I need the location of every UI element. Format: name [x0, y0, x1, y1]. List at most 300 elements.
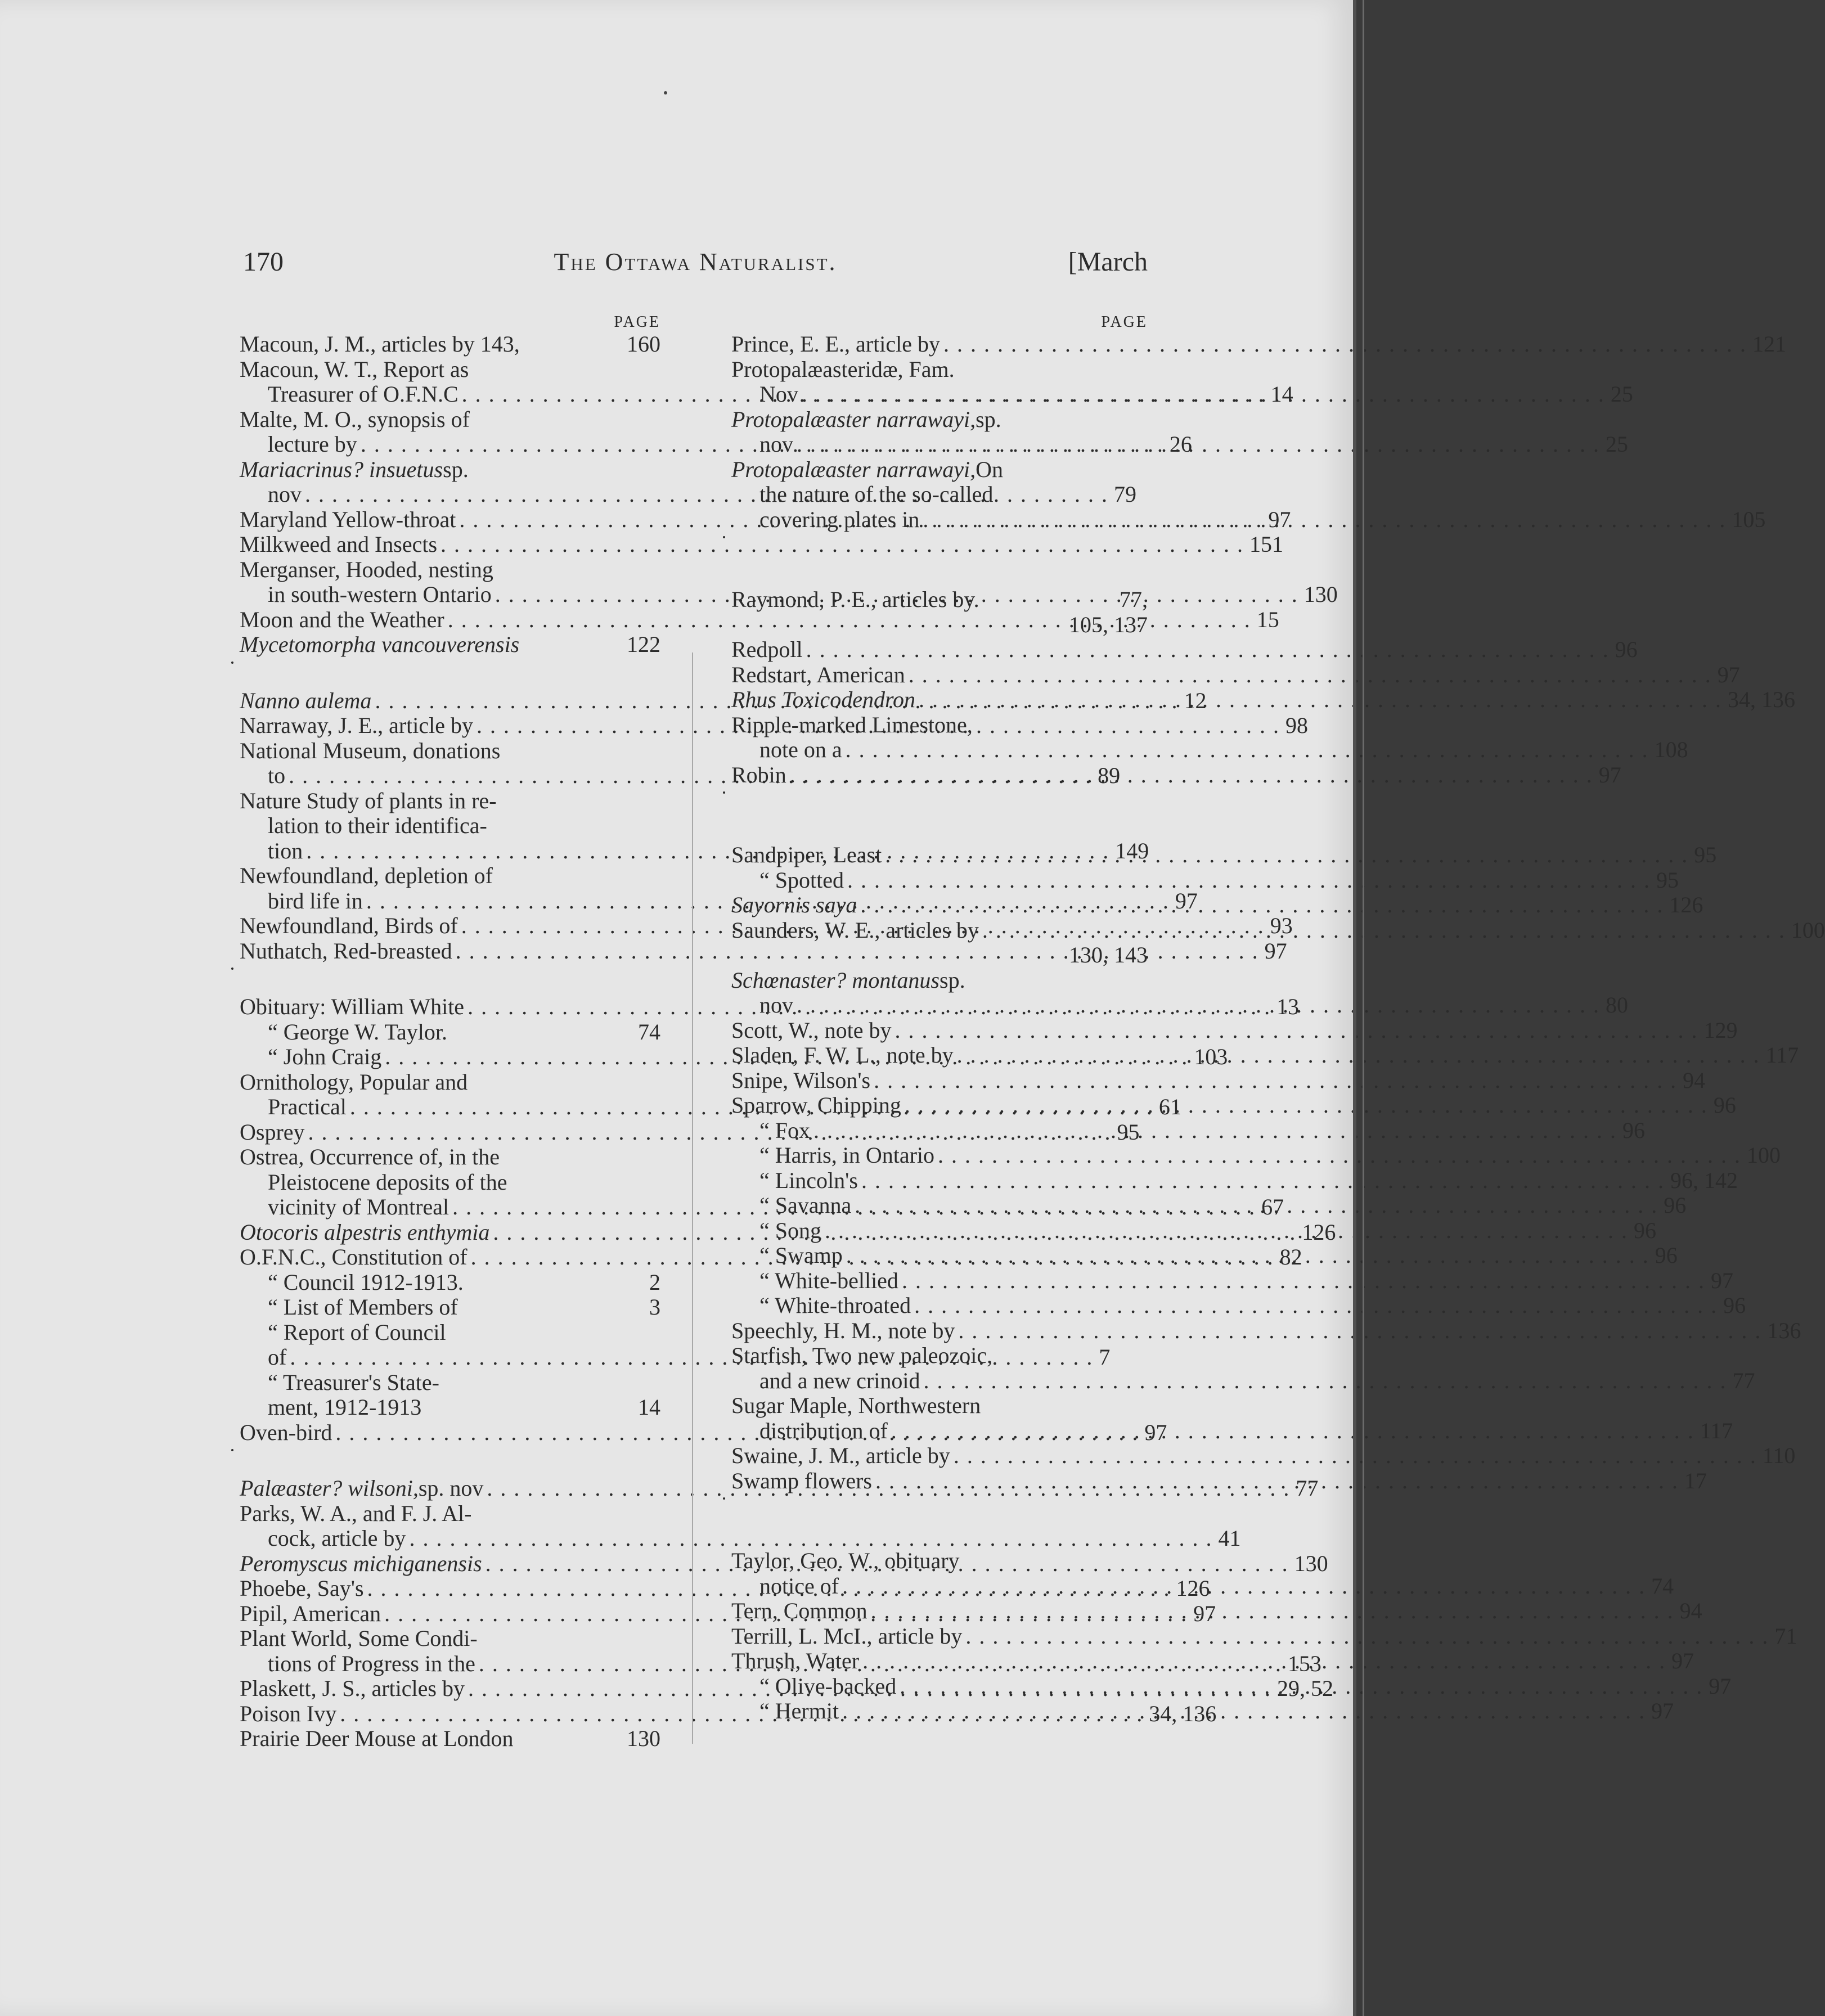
dot-leader	[851, 1193, 1658, 1218]
entry-text: of	[268, 1344, 287, 1370]
page-ref: 71	[1774, 1623, 1797, 1649]
entry-text: Otocoris alpestris enthymia	[240, 1219, 490, 1245]
entry-line	[240, 407, 660, 433]
entry-text: Prairie Deer Mouse at London	[240, 1726, 514, 1751]
entry-text-roman: On	[976, 456, 1003, 482]
entry-text: covering plates in	[759, 506, 920, 532]
entry-line	[731, 1267, 1733, 1294]
entry-text: Swamp flowers	[731, 1468, 872, 1493]
page-ref: 77,	[1120, 587, 1148, 612]
index-entry	[731, 867, 1679, 893]
dot-leader	[842, 737, 1649, 763]
page-ref: 80	[1606, 992, 1628, 1018]
page-column-label: PAGE	[1101, 313, 1148, 331]
page-ref: 34, 136	[1149, 1700, 1217, 1726]
entry-text: Protopalæaster narrawayi,	[731, 406, 976, 432]
entry-text: “ Lincoln's	[759, 1167, 858, 1193]
entry-text: Narraway, J. E., article by	[240, 713, 473, 738]
dot-leader	[934, 1143, 1741, 1168]
index-entry	[731, 1142, 1781, 1168]
entry-line	[731, 1443, 1796, 1469]
entry-text: “ Savanna	[759, 1192, 852, 1218]
page-ref: 3	[649, 1294, 660, 1320]
entry-text-roman: sp.	[443, 456, 469, 482]
entry-line	[731, 1067, 1706, 1094]
entry-text: National Museum, donations	[240, 737, 501, 763]
entry-text: notice of	[759, 1573, 839, 1599]
entry-line	[731, 637, 1638, 663]
entry-text: Schœnaster? montanus	[731, 967, 940, 993]
entry-text: Saunders, W. E., articles by	[731, 917, 979, 943]
dot-leader	[979, 918, 1786, 943]
entry-line	[731, 1393, 1148, 1419]
entry-text: “ Swamp	[759, 1243, 843, 1268]
entry-text: “ Report of Council	[268, 1319, 446, 1345]
page-ref: 77	[1732, 1367, 1755, 1393]
entry-text: Mycetomorpha vancouverensis	[240, 632, 520, 657]
entry-text: Swaine, J. M., article by	[731, 1443, 950, 1468]
entry-text: Malte, M. O., synopsis of	[240, 406, 470, 432]
page-ref: 153	[1287, 1650, 1321, 1676]
entry-text: the nature of the so-called	[759, 482, 994, 507]
journal-title: The Ottawa Naturalist.	[554, 248, 837, 276]
page-ref: 74	[1651, 1573, 1674, 1599]
entry-text: Sladen, F. W. L., note by	[731, 1042, 954, 1068]
entry-line	[240, 1370, 660, 1396]
section-gap	[731, 788, 1148, 843]
entry-text: tion	[268, 838, 303, 863]
index-entry	[240, 1020, 660, 1045]
page-ref: 29, 52	[1276, 1676, 1333, 1701]
index-entry	[731, 1167, 1738, 1194]
entry-text: Poison Ivy	[240, 1700, 337, 1726]
entry-text-roman: sp.	[940, 967, 965, 993]
dot-leader	[898, 1268, 1705, 1294]
entry-text: Sugar Maple, Northwestern	[731, 1393, 981, 1418]
index-entry	[731, 842, 1717, 868]
page-ref: 96	[1723, 1293, 1746, 1318]
dot-leader	[843, 1243, 1649, 1268]
page-ref: 130	[1303, 582, 1338, 607]
page-ref: 126	[1302, 1219, 1336, 1245]
entry-line	[731, 968, 1148, 993]
entry-text: Phoebe, Say's	[240, 1576, 364, 1601]
dot-leader	[839, 1699, 1646, 1724]
entry-line	[731, 713, 1148, 738]
entry-line	[240, 357, 660, 382]
book-edge	[1353, 0, 1356, 2016]
entry-text: Pleistocene deposits of the	[268, 1169, 507, 1195]
entry-text: Newfoundland, Birds of	[240, 913, 458, 938]
page-ref: 96	[1655, 1243, 1678, 1268]
section-gap	[240, 658, 660, 688]
dot-leader	[857, 893, 1664, 918]
page-ref: 110	[1762, 1443, 1796, 1468]
book-edge	[1363, 0, 1364, 2016]
entry-line	[240, 1501, 660, 1527]
entry-text: Nature Study of plants in re-	[240, 788, 497, 813]
entry-text: Palæaster? wilsoni,	[240, 1475, 419, 1501]
index-entry	[240, 1726, 660, 1752]
dot-leader	[882, 843, 1688, 868]
index-entry	[731, 1017, 1738, 1043]
entry-line	[731, 1017, 1738, 1043]
index-entry	[240, 332, 660, 357]
entry-text: Mariacrinus? insuetus	[240, 456, 443, 482]
entry-text: bird life in	[268, 888, 363, 914]
entry-text: Sparrow, Chipping	[731, 1092, 901, 1118]
entry-text: Ripple-marked Limestone,	[731, 712, 973, 737]
page-ref: 108	[1654, 737, 1688, 762]
entry-text: ment, 1912-1913	[268, 1394, 422, 1420]
entry-line	[731, 1367, 1755, 1394]
entry-line	[731, 842, 1717, 868]
dot-leader	[839, 1574, 1646, 1599]
dot-leader	[919, 507, 1726, 533]
entry-line	[240, 1626, 660, 1652]
dot-leader	[915, 687, 1722, 713]
entry-text: “ White-throated	[759, 1293, 911, 1318]
entry-line	[240, 1526, 1241, 1551]
dot-leader	[962, 1624, 1769, 1649]
entry-text: Plant World, Some Condi-	[240, 1626, 478, 1651]
entry-line	[731, 613, 1148, 638]
entry-text: Prince, E. E., article by	[731, 331, 940, 357]
page-ref: 96	[1713, 1092, 1736, 1118]
index-entry	[240, 1370, 660, 1420]
index-entry	[240, 532, 1284, 557]
page-ref: 117	[1700, 1418, 1733, 1443]
index-entry	[731, 587, 1148, 637]
index-entry	[731, 1343, 1755, 1393]
entry-text: Plaskett, J. S., articles by	[240, 1676, 465, 1701]
page-ref: 95	[1694, 842, 1717, 867]
entry-line	[240, 789, 660, 814]
entry-text: Maryland Yellow-throat	[240, 506, 456, 532]
page-ref: 15	[1256, 606, 1279, 632]
page-ref: 79	[1114, 482, 1136, 507]
entry-line	[240, 532, 1284, 557]
entry-line	[731, 1142, 1781, 1168]
dot-leader	[867, 1599, 1674, 1624]
page-ref: 160	[627, 331, 660, 357]
entry-line	[240, 1145, 660, 1170]
page-ref: 97	[1651, 1698, 1674, 1724]
entry-line	[731, 737, 1688, 763]
page-ref: 67	[1261, 1194, 1284, 1220]
entry-line	[240, 863, 660, 889]
entry-text: in south-western Ontario	[268, 582, 492, 607]
entry-text: and a new crinoid	[759, 1367, 920, 1393]
page-ref: 117	[1765, 1042, 1799, 1068]
entry-text: “ John Craig	[268, 1044, 382, 1069]
entry-text: “ Hermit	[759, 1698, 839, 1724]
page-ref: 97	[1268, 506, 1291, 532]
page-ref: 25	[1606, 431, 1628, 457]
page-ref: 41	[1218, 1526, 1241, 1551]
page-ref: 94	[1679, 1598, 1702, 1623]
entry-text: cock, article by	[268, 1526, 406, 1551]
index-entry	[731, 1317, 1801, 1344]
issue-month: [March	[1068, 247, 1148, 277]
page-ref: 105, 137	[1069, 611, 1148, 637]
dot-leader	[793, 432, 1600, 457]
entry-line	[240, 1070, 660, 1095]
entry-text: “ List of Members of	[268, 1294, 458, 1320]
index-entry	[731, 1623, 1797, 1649]
page-ref: 95	[1656, 867, 1679, 893]
entry-text: Moon and the Weather	[240, 606, 444, 632]
entry-text: Taylor, Geo. W., obituary	[731, 1548, 960, 1573]
page-ref: 97	[1144, 1419, 1167, 1445]
entry-text: Nov	[759, 381, 798, 407]
index-entry	[240, 1270, 660, 1295]
entry-text: distribution of	[759, 1418, 888, 1443]
index-entry	[731, 662, 1740, 688]
page-ref: 34, 136	[1728, 687, 1796, 712]
entry-text: Ostrea, Occurrence of, in the	[240, 1144, 500, 1169]
dot-leader	[810, 1118, 1617, 1144]
page-ref: 100	[1791, 917, 1825, 943]
entry-text: Merganser, Hooded, nesting	[240, 556, 493, 582]
entry-line	[731, 331, 1786, 357]
page-ref: 12	[1184, 687, 1207, 713]
page-ref: 97	[1709, 1673, 1732, 1699]
page-ref: 74	[638, 1019, 660, 1045]
entry-line	[731, 662, 1740, 688]
entry-text: lecture by	[268, 431, 357, 457]
entry-text: Rhus Toxicodendron	[731, 687, 916, 712]
entry-text: vicinity of Montreal	[268, 1194, 449, 1220]
entry-text: note on a	[759, 737, 842, 762]
entry-text: Practical	[268, 1094, 347, 1119]
ink-speck	[664, 91, 667, 94]
entry-text: “ White-bellied	[759, 1267, 898, 1293]
page-ref: 93	[1270, 913, 1293, 938]
dot-leader	[786, 763, 1593, 788]
entry-text: Peromyscus michiganensis	[240, 1550, 482, 1576]
dot-leader	[859, 1649, 1666, 1674]
entry-line	[731, 1623, 1797, 1649]
entry-text: Redstart, American	[731, 662, 905, 687]
index-entry	[731, 331, 1786, 357]
entry-text: Treasurer of O.F.N.C	[268, 381, 459, 407]
page-ref: 89	[1098, 763, 1121, 788]
entry-text: Ornithology, Popular and	[240, 1069, 468, 1095]
index-entry	[731, 762, 1621, 788]
page-ref: 130	[1294, 1550, 1328, 1576]
entry-text: Newfoundland, depletion of	[240, 863, 493, 888]
page-ref: 97	[1193, 1600, 1216, 1626]
page-ref: 98	[1285, 713, 1308, 738]
index-entry	[240, 1500, 1241, 1551]
page-ref: 2	[649, 1269, 660, 1295]
entry-text: “ Harris, in Ontario	[759, 1142, 935, 1168]
dot-leader	[955, 1318, 1761, 1344]
index-entry	[731, 637, 1638, 663]
dot-leader	[920, 1369, 1727, 1394]
dot-leader	[896, 1674, 1703, 1699]
entry-text: Parks, W. A., and F. J. Al-	[240, 1500, 472, 1526]
entry-line	[240, 1395, 660, 1420]
page-ref: 13	[1276, 994, 1300, 1019]
entry-text: nov	[759, 431, 793, 457]
entry-line	[240, 332, 660, 357]
entry-text: Nuthatch, Red-breasted	[240, 938, 452, 964]
entry-text: Terrill, L. McI., article by	[731, 1623, 963, 1649]
entry-text: Snipe, Wilson's	[731, 1067, 871, 1093]
entry-line	[731, 867, 1679, 893]
page-ref: 97	[1598, 762, 1621, 788]
page-ref: 25	[1610, 381, 1633, 407]
page-ref: 14	[1270, 381, 1293, 407]
entry-text: Nanno aulema	[240, 687, 372, 713]
page-ref: 100	[1747, 1142, 1781, 1168]
entry-text: nov	[759, 992, 793, 1018]
entry-text: “ Treasurer's State-	[268, 1369, 439, 1395]
dot-leader	[911, 1293, 1718, 1318]
entry-text: “ George W. Taylor.	[268, 1019, 448, 1045]
index-entry	[240, 1295, 660, 1320]
entry-line	[731, 357, 1148, 382]
page-ref: 26	[1169, 431, 1192, 457]
page-ref: 61	[1158, 1094, 1181, 1119]
page-ref: 96	[1664, 1192, 1687, 1218]
dot-leader	[891, 1018, 1698, 1043]
entry-text: Obituary: William White	[240, 994, 465, 1019]
page-ref: 129	[1703, 1017, 1738, 1043]
entry-text: nov	[268, 482, 302, 507]
entry-text: Sandpiper, Least	[731, 842, 882, 867]
page-ref: 105	[1732, 506, 1766, 532]
entry-line	[240, 557, 660, 583]
entry-text: Macoun, J. M., articles by 143,	[240, 331, 520, 357]
page-column-label: PAGE	[614, 313, 660, 331]
entry-text: Osprey	[240, 1119, 305, 1145]
page-ref: 103	[1194, 1044, 1228, 1069]
entry-text: Milkweed and Insects	[240, 532, 438, 557]
dot-leader	[798, 382, 1605, 407]
entry-line	[731, 1343, 1148, 1369]
page-ref: 82	[1279, 1244, 1302, 1270]
entry-text: “ Olive-backed	[759, 1673, 897, 1699]
page-ref: 96	[1622, 1117, 1645, 1143]
entry-line	[731, 1117, 1645, 1144]
page-ref: 7	[1099, 1344, 1111, 1370]
entry-text: Pipil, American	[240, 1600, 381, 1626]
entry-text: tions of Progress in the	[268, 1650, 475, 1676]
entry-line	[731, 1293, 1746, 1318]
dot-leader	[793, 993, 1600, 1018]
page-ref: 97	[1671, 1648, 1694, 1673]
index-entry	[731, 1267, 1733, 1294]
dot-leader	[803, 637, 1610, 663]
entry-text: Oven-bird	[240, 1419, 332, 1445]
entry-line	[731, 762, 1621, 788]
page-ref: 96	[1634, 1217, 1656, 1243]
dot-leader	[844, 868, 1651, 893]
page-ref: 149	[1115, 838, 1149, 863]
page-ref: 97	[1264, 938, 1287, 964]
dot-leader	[870, 1068, 1677, 1094]
entry-text: Speechly, H. M., note by	[731, 1317, 955, 1343]
entry-line	[731, 1317, 1801, 1344]
entry-line	[240, 1320, 660, 1346]
entry-text-roman: sp.	[976, 406, 1001, 432]
entry-text: to	[268, 763, 286, 788]
entry-line	[731, 407, 1148, 433]
dot-leader	[954, 1043, 1760, 1068]
entry-text: Macoun, W. T., Report as	[240, 356, 469, 382]
index-entry	[240, 632, 660, 658]
entry-text: “ Council 1912-1913.	[268, 1269, 464, 1295]
dot-leader	[901, 1093, 1708, 1118]
page-ref: 97	[1175, 888, 1198, 914]
section-gap	[240, 964, 660, 994]
dot-leader	[858, 1168, 1665, 1194]
entry-text: Robin	[731, 762, 786, 788]
section-gap	[731, 1493, 1148, 1549]
entry-line	[240, 1295, 660, 1320]
entry-line	[731, 1167, 1738, 1194]
entry-text: O.F.N.C., Constitution of	[240, 1244, 468, 1270]
dot-leader	[905, 663, 1712, 688]
index-entry	[731, 1293, 1746, 1318]
entry-text: Tern, Common	[731, 1598, 867, 1623]
page-ref: 126	[1176, 1576, 1210, 1601]
entry-text: Starfish, Two new paleozoic,	[731, 1343, 993, 1368]
entry-text: Protopalæasteridæ, Fam.	[731, 356, 955, 382]
dot-leader	[940, 332, 1747, 357]
page-ref: 151	[1249, 532, 1284, 557]
entry-text: Sayornis saya	[731, 892, 857, 917]
entry-text: Scott, W., note by	[731, 1017, 892, 1043]
section-gap	[731, 532, 1148, 587]
entry-text: lation to their identifica-	[268, 813, 487, 838]
entry-line	[731, 1549, 1148, 1574]
page-number: 170	[243, 247, 284, 277]
entry-text: Redpoll	[731, 637, 803, 662]
dot-leader	[821, 1218, 1628, 1244]
entry-line	[240, 813, 660, 839]
entry-text-roman: sp. nov	[418, 1475, 484, 1501]
entry-line	[240, 739, 660, 764]
index-entry	[731, 1443, 1796, 1469]
entry-line	[240, 1726, 660, 1752]
page-ref: 77	[1296, 1475, 1319, 1501]
index-entry	[731, 1117, 1645, 1144]
page-ref: 95	[1117, 1119, 1140, 1145]
page-ref: 94	[1683, 1067, 1706, 1093]
page-ref: 96, 142	[1670, 1167, 1738, 1193]
page-ref: 96	[1615, 637, 1638, 662]
page-ref: 121	[1752, 331, 1786, 357]
entry-text: Protopalæaster narrawayi,	[731, 456, 976, 482]
page-ref: 130	[627, 1726, 660, 1751]
entry-text: “ Song	[759, 1217, 821, 1243]
page-ref: 130, 143	[1069, 942, 1148, 968]
page-ref: 97	[1710, 1267, 1733, 1293]
entry-line	[731, 943, 1148, 968]
entry-line	[240, 1270, 660, 1295]
page-ref: 136	[1767, 1317, 1801, 1343]
column-divider	[692, 652, 693, 1744]
page-ref: 122	[627, 632, 660, 657]
entry-line	[731, 587, 1148, 613]
entry-text: “ Fox	[759, 1117, 810, 1143]
entry-line	[240, 1170, 660, 1195]
entry-text: “ Spotted	[759, 867, 844, 893]
